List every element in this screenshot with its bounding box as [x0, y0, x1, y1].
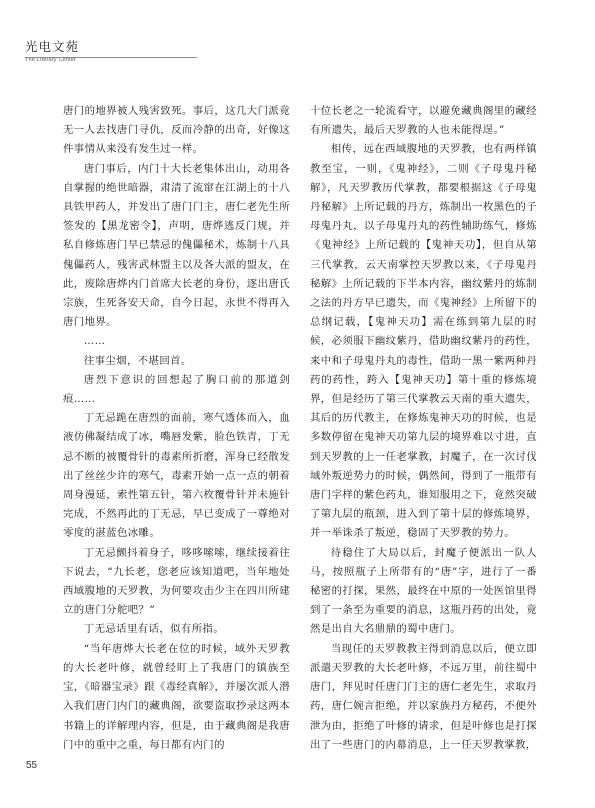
body-paragraph: 丁无忌跪在唐烈的面前，寒气透体而入，血液仿佛凝结成了冰，嘴唇发紫，脸色铁青，丁无忌不断的被覆骨针的毒素所折磨，浑身已经散发出了丝丝少许的寒气，毒素开始一点一点的朝着周身漫延，索性第五针，第六枚覆骨针并未施针完成，不然再此的丁无忌，早已变成了一尊绝对零度的湛蓝色冰雕。 [63, 412, 290, 540]
body-paragraph: 丁无忌颤抖着身子，哆哆嗦嗦，继续接着往下说去，“九长老，您老应该知道吧，当年地处西域腹地的天罗教，为何要攻击少主在四川所建立的唐门分舵吧？” [63, 546, 290, 617]
body-paragraph: 待稳住了大局以后，封魔子便派出一队人马，按照瓶子上所带有的“唐”字，进行了一番秘密的打探，果然，最终在中原的一处医馆里得到了一条至为重要的消息，这瓶丹药的出处，竟然是出自大名鼎鼎的蜀中唐门。 [310, 546, 537, 636]
body-paragraph: 往事尘烟，不堪回首。 [83, 354, 192, 367]
body-paragraph: 唐门的地界被人残害致死。事后，这几大门派竟无一人去找唐门寻仇，反而冷静的出奇，好像这件事情从来没有发生过一样。 [63, 105, 290, 156]
body-paragraph: 唐烈下意识的回想起了胸口前的那道剑痕…… [63, 373, 290, 406]
section-subtitle: The Literary Center [25, 57, 77, 63]
magazine-header [25, 40, 79, 63]
page-number: 55 [26, 760, 38, 771]
header-divider [25, 57, 197, 58]
body-paragraph: 当现任的天罗教教主得到消息以后，便立即派遣天罗教的大长老叶修，不远万里，前往蜀中唐门，拜见时任唐门门主的唐仁老先生，求取丹药，唐仁婉言拒绝，并以家族丹方秘药，不便外泄为由，拒绝了叶修的请求，但是叶修也是打探出了一些唐门的内幕消息，上一任天罗教掌教， [310, 642, 537, 751]
body-paragraph: “当年唐烨大长老在位的时候，域外天罗教的大长老叶修，就曾经盯上了我唐门的镇族至宝，《暗器宝录》跟《毒经真解》，并屡次派人潜入我们唐门内门的藏典阁，欲要盗取抄录这两本书籍上的详解理内容，但是，由于藏典阁是我唐门中的重中之重，每日都有内门的 [63, 642, 290, 751]
body-paragraph: 相传，远在西域腹地的天罗教，也有两样镇教至宝，一则，《鬼神经》，二则《子母鬼丹秘解》，凡天罗教历代掌教，都要根据这《子母鬼丹秘解》上所记载的丹方，炼制出一枚黑色的子母鬼丹丸，以子母鬼丹丸的药性辅助练气，修炼《鬼神经》上所记载的【鬼神天功】，但自从第三代掌教，云天南掌控天罗教以来，《子母鬼丹秘解》上所记载的下半本内容，幽纹紫丹的炼制之法的丹方早已遗失，而《鬼神经》上所留下的总纲记载，【鬼神天功】需在练到第九层的时候，必须服下幽纹紫丹，借助幽纹紫丹的药性，来中和子母鬼丹丸的毒性，借助一黑一紫两种丹药的药性，跨入【鬼神天功】第十重的修炼境界，但是经历了第三代掌教云天南的重大遗失，其后的历代教主，在修炼鬼神天功的时候，也是多数停留在鬼神天功第九层的境界难以寸进，直到天罗教的上一任老掌教，封魔子，在一次讨伐域外叛逆势力的时候，偶然间，得到了一瓶带有唐门字样的紫色药丸，谁知服用之下，竟然突破了第九层的瓶颈，进入到了第十层的修炼境界，并一举诛杀了叛逆，稳固了天罗教的势力。 [310, 143, 537, 540]
body-paragraph: 十位长老之一轮流看守，以避免藏典阁里的藏经有所遗失，最后天罗教的人也未能得逞。” [310, 105, 537, 137]
text-column-right [310, 102, 537, 755]
body-paragraph: 丁无忌话里有话，似有所指。 [83, 623, 225, 636]
body-paragraph: 唐门事后，内门十大长老集体出山，动用各自掌握的绝世暗器，肃清了流窜在江湖上的十八具铁甲药人，并发出了唐门门主，唐仁老先生所签发的【黑龙密令】，声明，唐烨逃反门规，并私自修炼唐门早已禁忌的傀儡秘术，炼制十八具傀儡药人，残害武林盟主以及各大派的盟友，在此，废除唐烨内门首席大长老的身份，逐出唐氏宗族，生死各安天命，自今日起，永世不得再入唐门地界。 [63, 162, 290, 329]
section-title: 光电文苑 [25, 39, 80, 54]
body-paragraph: …… [83, 335, 106, 348]
text-column-left [63, 102, 290, 755]
